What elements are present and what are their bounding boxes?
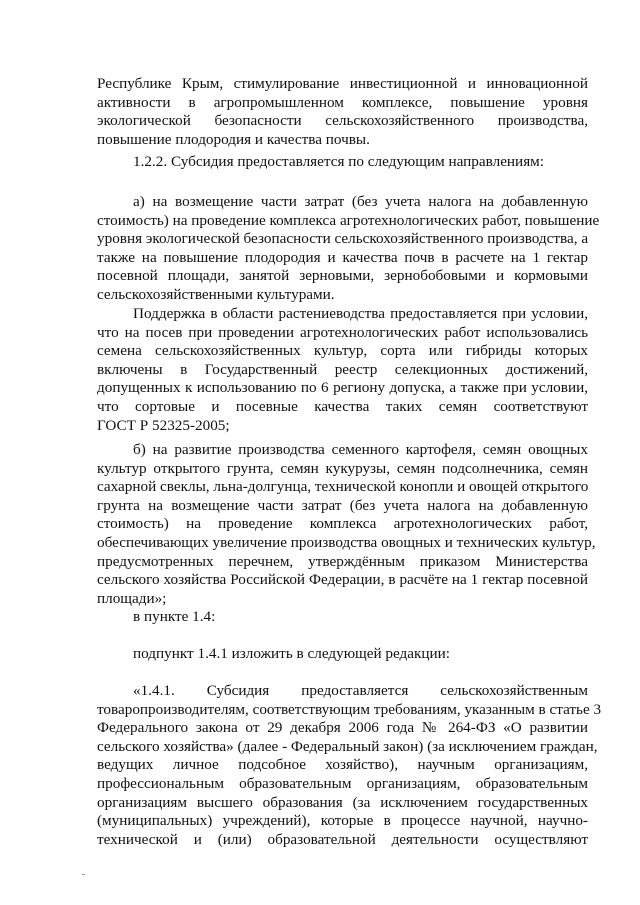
text-line: товаропроизводителям, соответствующим требованиям, указанным в статье 3: [97, 700, 602, 718]
text-line: допущенных к использованию по 6 региону допуска, а также при условии,: [97, 379, 588, 397]
paragraph-1-4-1: [97, 682, 602, 849]
text-line: обеспечивающих увеличение производства овощных и технических культур,: [97, 533, 596, 551]
text-line: Федерального закона от 29 декабря 2006 года № 264-ФЗ «О развитии: [97, 719, 588, 737]
text-line: активности в агропромышленном комплексе, повышение уровня: [97, 93, 588, 111]
paragraph-intro-continuation: [97, 75, 588, 149]
text-line: включены в Государственный реестр селекционных достижений,: [97, 360, 588, 378]
paragraph-item-a: [97, 193, 600, 305]
text-line: (муниципальных) учреждений), которые в процессе научной, научно-: [97, 812, 588, 830]
text-line: предусмотренных перечнем, утверждённым приказом Министерства: [97, 552, 588, 570]
text-line: уровня экологической безопасности сельскохозяйственного производства, а: [97, 230, 589, 248]
text-line: что на посев при проведении агротехнологических работ использовались: [97, 323, 588, 341]
text-line: повышение плодородия и качества почвы.: [97, 130, 370, 148]
text-line: сахарной свеклы, льна-долгунца, технической конопли и овощей открытого: [97, 478, 589, 496]
text-line: стоимость) на проведение комплекса агротехнологических работ,: [97, 515, 588, 533]
text-line: сельскохозяйственными культурами.: [97, 285, 335, 303]
text-line: Поддержка в области растениеводства предоставляется при условии,: [133, 305, 588, 322]
text-line: грунта на возмещение части затрат (без учета налога на добавленную: [97, 496, 588, 514]
text-line: экологической безопасности сельскохозяйственного производства,: [97, 112, 588, 130]
text-line: «1.4.1. Субсидия предоставляется сельскохозяйственным: [133, 682, 588, 699]
text-line: что сортовые и посевные качества таких семян соответствуют: [97, 397, 588, 415]
paragraph-subpoint-intro: [133, 645, 588, 664]
paragraph-crop-support-conditions: [97, 305, 588, 435]
text-line: сельского хозяйства Российской Федерации, в расчёте на 1 гектар посевной: [97, 571, 588, 589]
text-line: а) на возмещение части затрат (без учета налога на добавленную: [133, 193, 588, 210]
scan-speck: [82, 874, 85, 875]
text-line: Республике Крым, стимулирование инвестиционной и инновационной: [97, 75, 588, 92]
paragraph-1-2-2-heading: [133, 153, 588, 172]
text-line: культур открытого грунта, семян кукурузы, семян подсолнечника, семян: [97, 459, 588, 477]
text-line: ведущих личное подсобное хозяйство), научным организациям,: [97, 756, 588, 774]
text-line: посевной площади, занятой зерновыми, зернобобовыми и кормовыми: [97, 267, 588, 285]
text-line: площади»;: [97, 589, 167, 607]
text-line: профессиональным образовательным организациям, образовательным: [97, 774, 588, 792]
paragraph-point-1-4: [133, 608, 588, 627]
text-line: технической и (или) образовательной деятельности осуществляют: [97, 830, 588, 848]
text-line: стоимость) на проведение комплекса агротехнологических работ, повышение: [97, 211, 600, 229]
text-line: сельского хозяйства» (далее - Федеральный закон) (за исключением граждан,: [97, 737, 598, 755]
text-line: 1.2.2. Субсидия предоставляется по следующим направлениям:: [133, 153, 545, 170]
text-line: семена сельскохозяйственных культур, сорта или гибриды которых: [97, 342, 588, 360]
text-line: также на повышение плодородия и качества почв в расчете на 1 гектар: [97, 248, 588, 266]
text-line: ГОСТ Р 52325-2005;: [97, 416, 230, 434]
text-line: подпункт 1.4.1 изложить в следующей редакции:: [133, 645, 450, 662]
text-line: б) на развитие производства семенного картофеля, семян овощных: [133, 441, 588, 458]
text-line: в пункте 1.4:: [133, 608, 216, 625]
paragraph-item-b: [97, 441, 596, 608]
text-line: организациям высшего образования (за исключением государственных: [97, 793, 588, 811]
